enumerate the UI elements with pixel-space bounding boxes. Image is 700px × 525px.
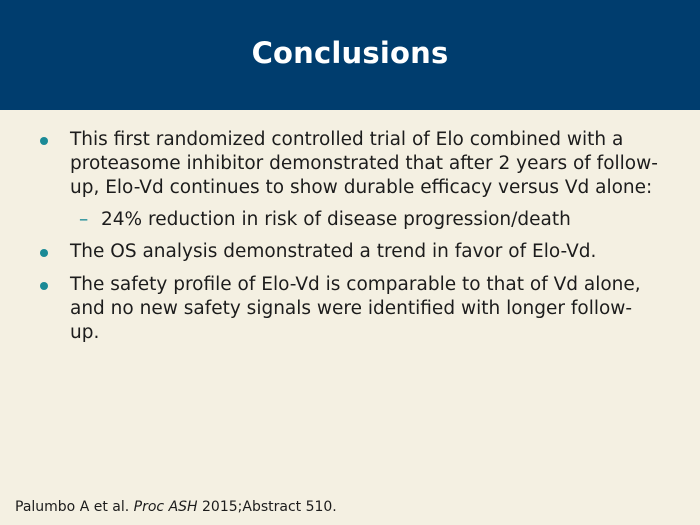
citation-journal: Proc ASH [133,499,198,515]
bullet-text: This first randomized controlled trial of Elo combined with a proteasome inhibitor demonstrated that after 2 years of follow-up, Elo-Vd continues to show durable efficacy versus Vd alone: [70,129,658,198]
bullet-text: The OS analysis demonstrated a trend in favor of Elo-Vd. [70,241,597,262]
dash-icon: – [79,209,89,230]
slide-header [0,0,700,110]
bullet-item [0,240,700,264]
bullet-item [0,273,700,345]
slide-body [0,128,700,345]
citation-authors: Palumbo A et al. [15,499,130,515]
bullet-dot-icon [40,249,48,257]
bullet-text: The safety profile of Elo-Vd is comparable to that of Vd alone, and no new safety signals were identified with longer follow-up. [70,274,641,343]
sub-bullet-text: 24% reduction in risk of disease progression/death [101,209,571,230]
citation-footer [15,499,337,515]
bullet-item [0,128,700,200]
bullet-dot-icon [40,282,48,290]
sub-bullet-item [0,208,700,232]
bullet-dot-icon [40,137,48,145]
citation-details: 2015;Abstract 510. [202,499,337,515]
slide-title: Conclusions [251,36,449,70]
